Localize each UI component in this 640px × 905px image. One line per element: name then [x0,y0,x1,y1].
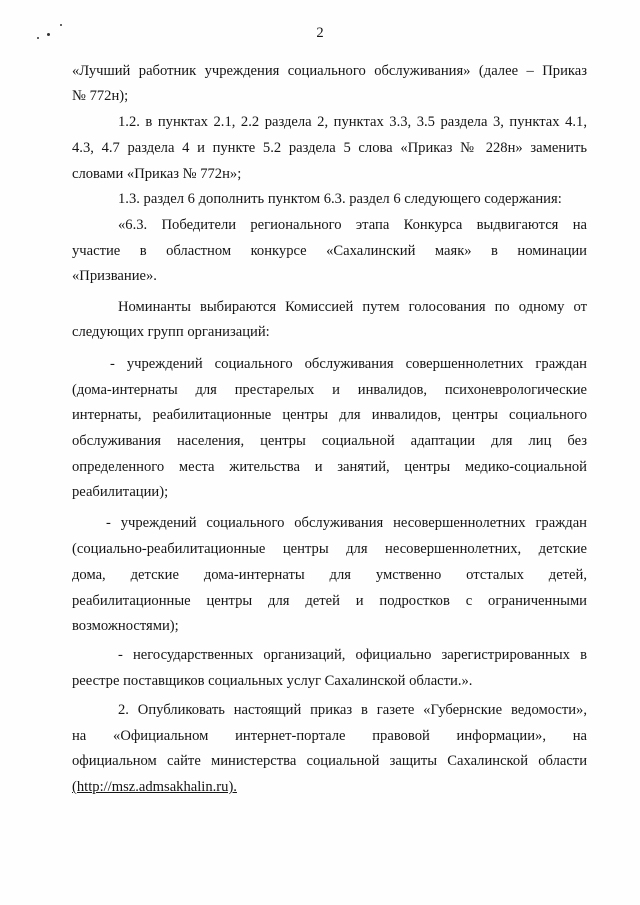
text-line: следующих групп организаций: [72,324,270,340]
text-line: словами «Приказ № 772н»; [72,166,242,182]
text-line: реабилитации); [72,484,169,500]
text-line: реестре поставщиков социальных услуг Сахалинской области.». [72,673,473,689]
text-line: официальном сайте министерства социальной защиты Сахалинской области [72,753,587,769]
text-line: возможностями); [72,618,179,634]
text-line: - негосударственных организаций, официально зарегистрированных в [118,647,587,663]
text-line: определенного места жительства и занятий, центры медико-социальной [72,459,587,475]
text-line: - учреждений социального обслуживания несовершеннолетних граждан [106,515,587,531]
text-line: участие в областном конкурсе «Сахалинский маяк» в номинации [72,243,587,259]
text-line: обслуживания населения, центры социальной адаптации для лиц без [72,433,587,449]
website-link[interactable]: (http://msz.admsakhalin.ru). [72,779,237,795]
text-line: Номинанты выбираются Комиссией путем голосования по одному от [118,299,587,315]
text-line: на «Официальном интернет-портале правовой информации», на [72,728,587,744]
text-line: «6.3. Победители регионального этапа Конкурса выдвигаются на [118,217,587,233]
text-line: 1.3. раздел 6 дополнить пунктом 6.3. раздел 6 следующего содержания: [118,191,562,207]
text-line: (социально-реабилитационные центры для несовершеннолетних, детские [72,541,587,557]
text-line: 4.3, 4.7 раздела 4 и пункте 5.2 раздела 5 слова «Приказ № 228н» заменить [72,140,587,156]
text-line: интернаты, реабилитационные центры для инвалидов, центры социального [72,407,587,423]
text-line: реабилитационные центры для детей и подростков с ограниченными [72,593,587,609]
text-line: «Лучший работник учреждения социального обслуживания» (далее – Приказ [72,63,587,79]
text-line: дома, детские дома-интернаты для умственно отсталых детей, [72,567,587,583]
text-line: (дома-интернаты для престарелых и инвалидов, психоневрологические [72,382,587,398]
text-line: 1.2. в пунктах 2.1, 2.2 раздела 2, пунктах 3.3, 3.5 раздела 3, пунктах 4.1, [118,114,587,130]
text-line: - учреждений социального обслуживания совершеннолетних граждан [110,356,587,372]
text-line: 2. Опубликовать настоящий приказ в газете «Губернские ведомости», [118,702,587,718]
text-line: № 772н); [72,88,129,104]
page-number: 2 [316,25,324,41]
text-line: «Призвание». [72,268,157,284]
